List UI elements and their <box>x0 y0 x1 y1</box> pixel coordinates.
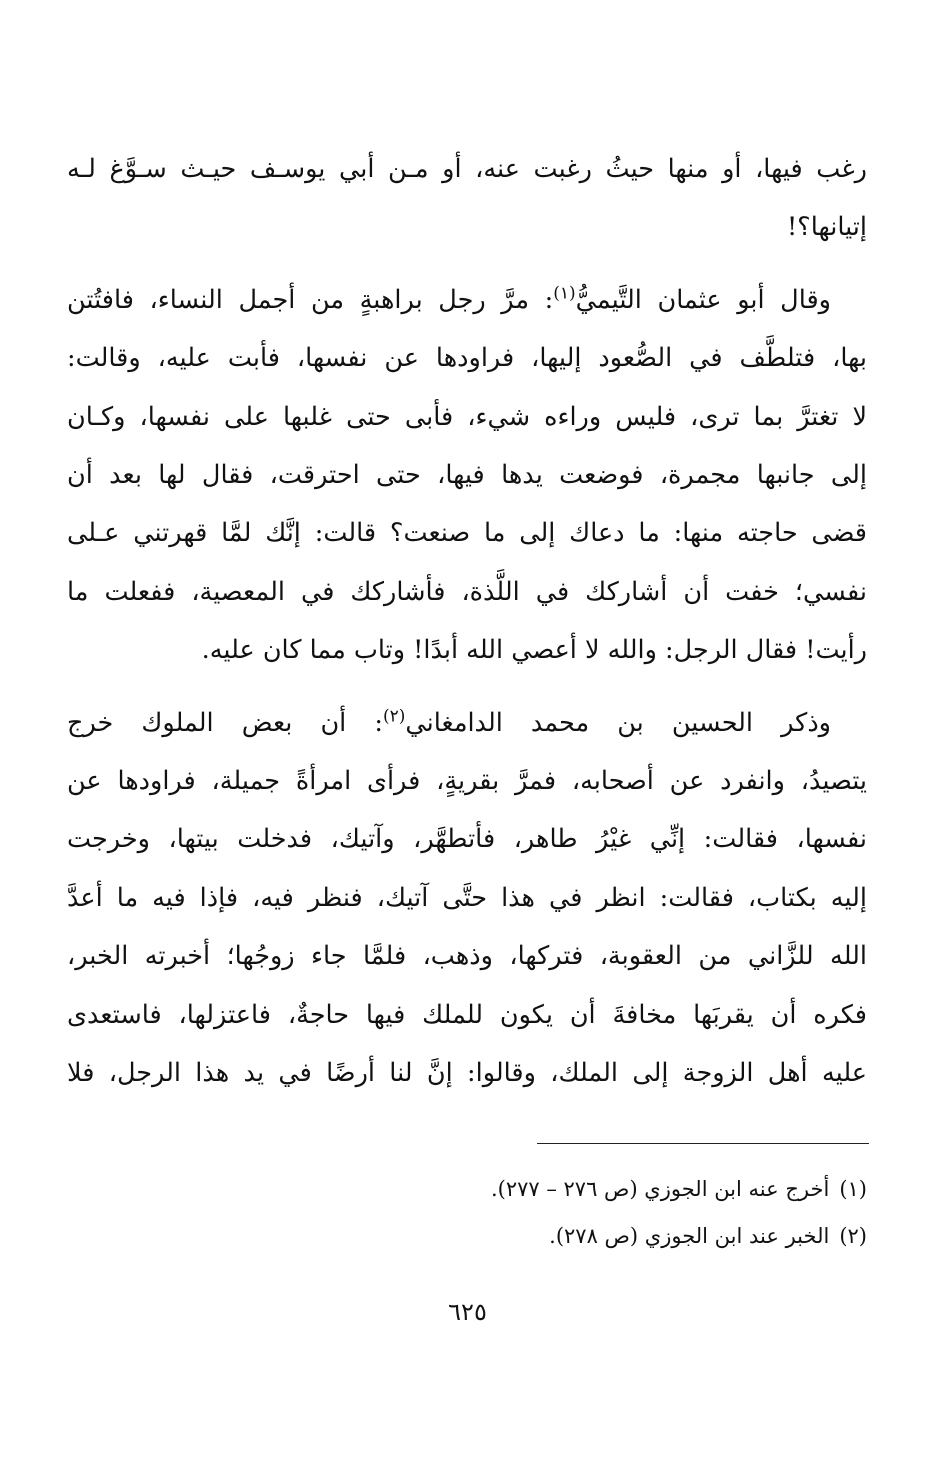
footnote-number: (١) <box>839 1177 867 1201</box>
paragraph-3 <box>67 694 867 1103</box>
text-line: رغب فيها، أو منها حيثُ رغبت عنه، أو مـن أبي يوسـف حيـث سـوَّغ لـه <box>67 154 867 184</box>
text-line: يتصيدُ، وانفرد عن أصحابه، فمرَّ بقريةٍ، فرأى امرأةً جميلة، فراودها عن <box>67 766 867 797</box>
text-line: لا تغترَّ بما ترى، فليس وراءه شيء، فأبى حتى غلبها على نفسها، وكـان <box>67 401 867 432</box>
footnotes <box>67 1166 867 1260</box>
main-text <box>67 140 867 1117</box>
footnote-ref-1[interactable]: (١) <box>553 283 576 304</box>
text-segment: : أن بعض الملوك خرج <box>67 707 383 738</box>
text-line: الله للزَّاني من العقوبة، فتركها، وذهب، فلمَّا جاء زوجُها؛ أخبرته الخبر، <box>67 941 867 972</box>
text-line: فكره أن يقربَها مخافةَ أن يكون للملك فيها حاجةٌ، فاعتزلها، فاستعدى <box>67 999 867 1030</box>
text-line: إلى جانبها مجمرة، فوضعت يدها فيها، حتى احترقت، فقال لها بعد أن <box>67 460 867 491</box>
text-line: عليه أهل الزوجة إلى الملك، وقالوا: إنَّ لنا أرضًا في يد هذا الرجل، فلا <box>67 1058 867 1089</box>
text-segment: : مرَّ رجل براهبةٍ من أجمل النساء، فافتُتن <box>67 284 554 315</box>
footnote-text: الخبر عند ابن الجوزي (ص ٢٧٨). <box>549 1224 830 1248</box>
footnote-text: أخرج عنه ابن الجوزي (ص ٢٧٦ – ٢٧٧). <box>490 1177 830 1201</box>
text-line: قضى حاجته منها: ما دعاك إلى ما صنعت؟ قالت: إنَّك لمَّا قهرتني عـلى <box>67 518 867 549</box>
text-line <box>67 694 867 752</box>
footnote-ref-2[interactable]: (٢) <box>382 706 406 727</box>
footnote-divider <box>537 1143 869 1144</box>
text-segment: وذكر الحسين بن محمد الدامغاني <box>405 707 831 738</box>
footnote-number: (٢) <box>839 1224 867 1248</box>
text-line: إليه بكتاب، فقالت: انظر في هذا حتَّى آتيك، فنظر فيه، فإذا فيه ما أعدَّ <box>67 882 867 913</box>
text-segment: وقال أبو عثمان التَّيميُّ <box>575 284 831 315</box>
text-line: رأيت! فقال الرجل: والله لا أعصي الله أبدًا! وتاب مما كان عليه. <box>201 635 867 666</box>
footnote-2 <box>67 1213 867 1260</box>
text-line <box>67 271 867 329</box>
footnote-1 <box>67 1166 867 1213</box>
paragraph-2 <box>67 271 867 680</box>
text-line: بها، فتلطَّف في الصُّعود إليها، فراودها عن نفسها، فأبت عليه، وقالت: <box>67 343 867 374</box>
text-line: نفسها، فقالت: إنِّي غيْرُ طاهر، فأتطهَّر، وآتيك، فدخلت بيتها، وخرجت <box>67 824 867 855</box>
text-line: نفسي؛ خفت أن أشاركك في اللَّذة، فأشاركك في المعصية، ففعلت ما <box>67 576 867 607</box>
text-line: إتيانها؟! <box>786 212 867 243</box>
paragraph-1 <box>67 140 867 257</box>
page-number: ٦٢٥ <box>448 1298 487 1326</box>
